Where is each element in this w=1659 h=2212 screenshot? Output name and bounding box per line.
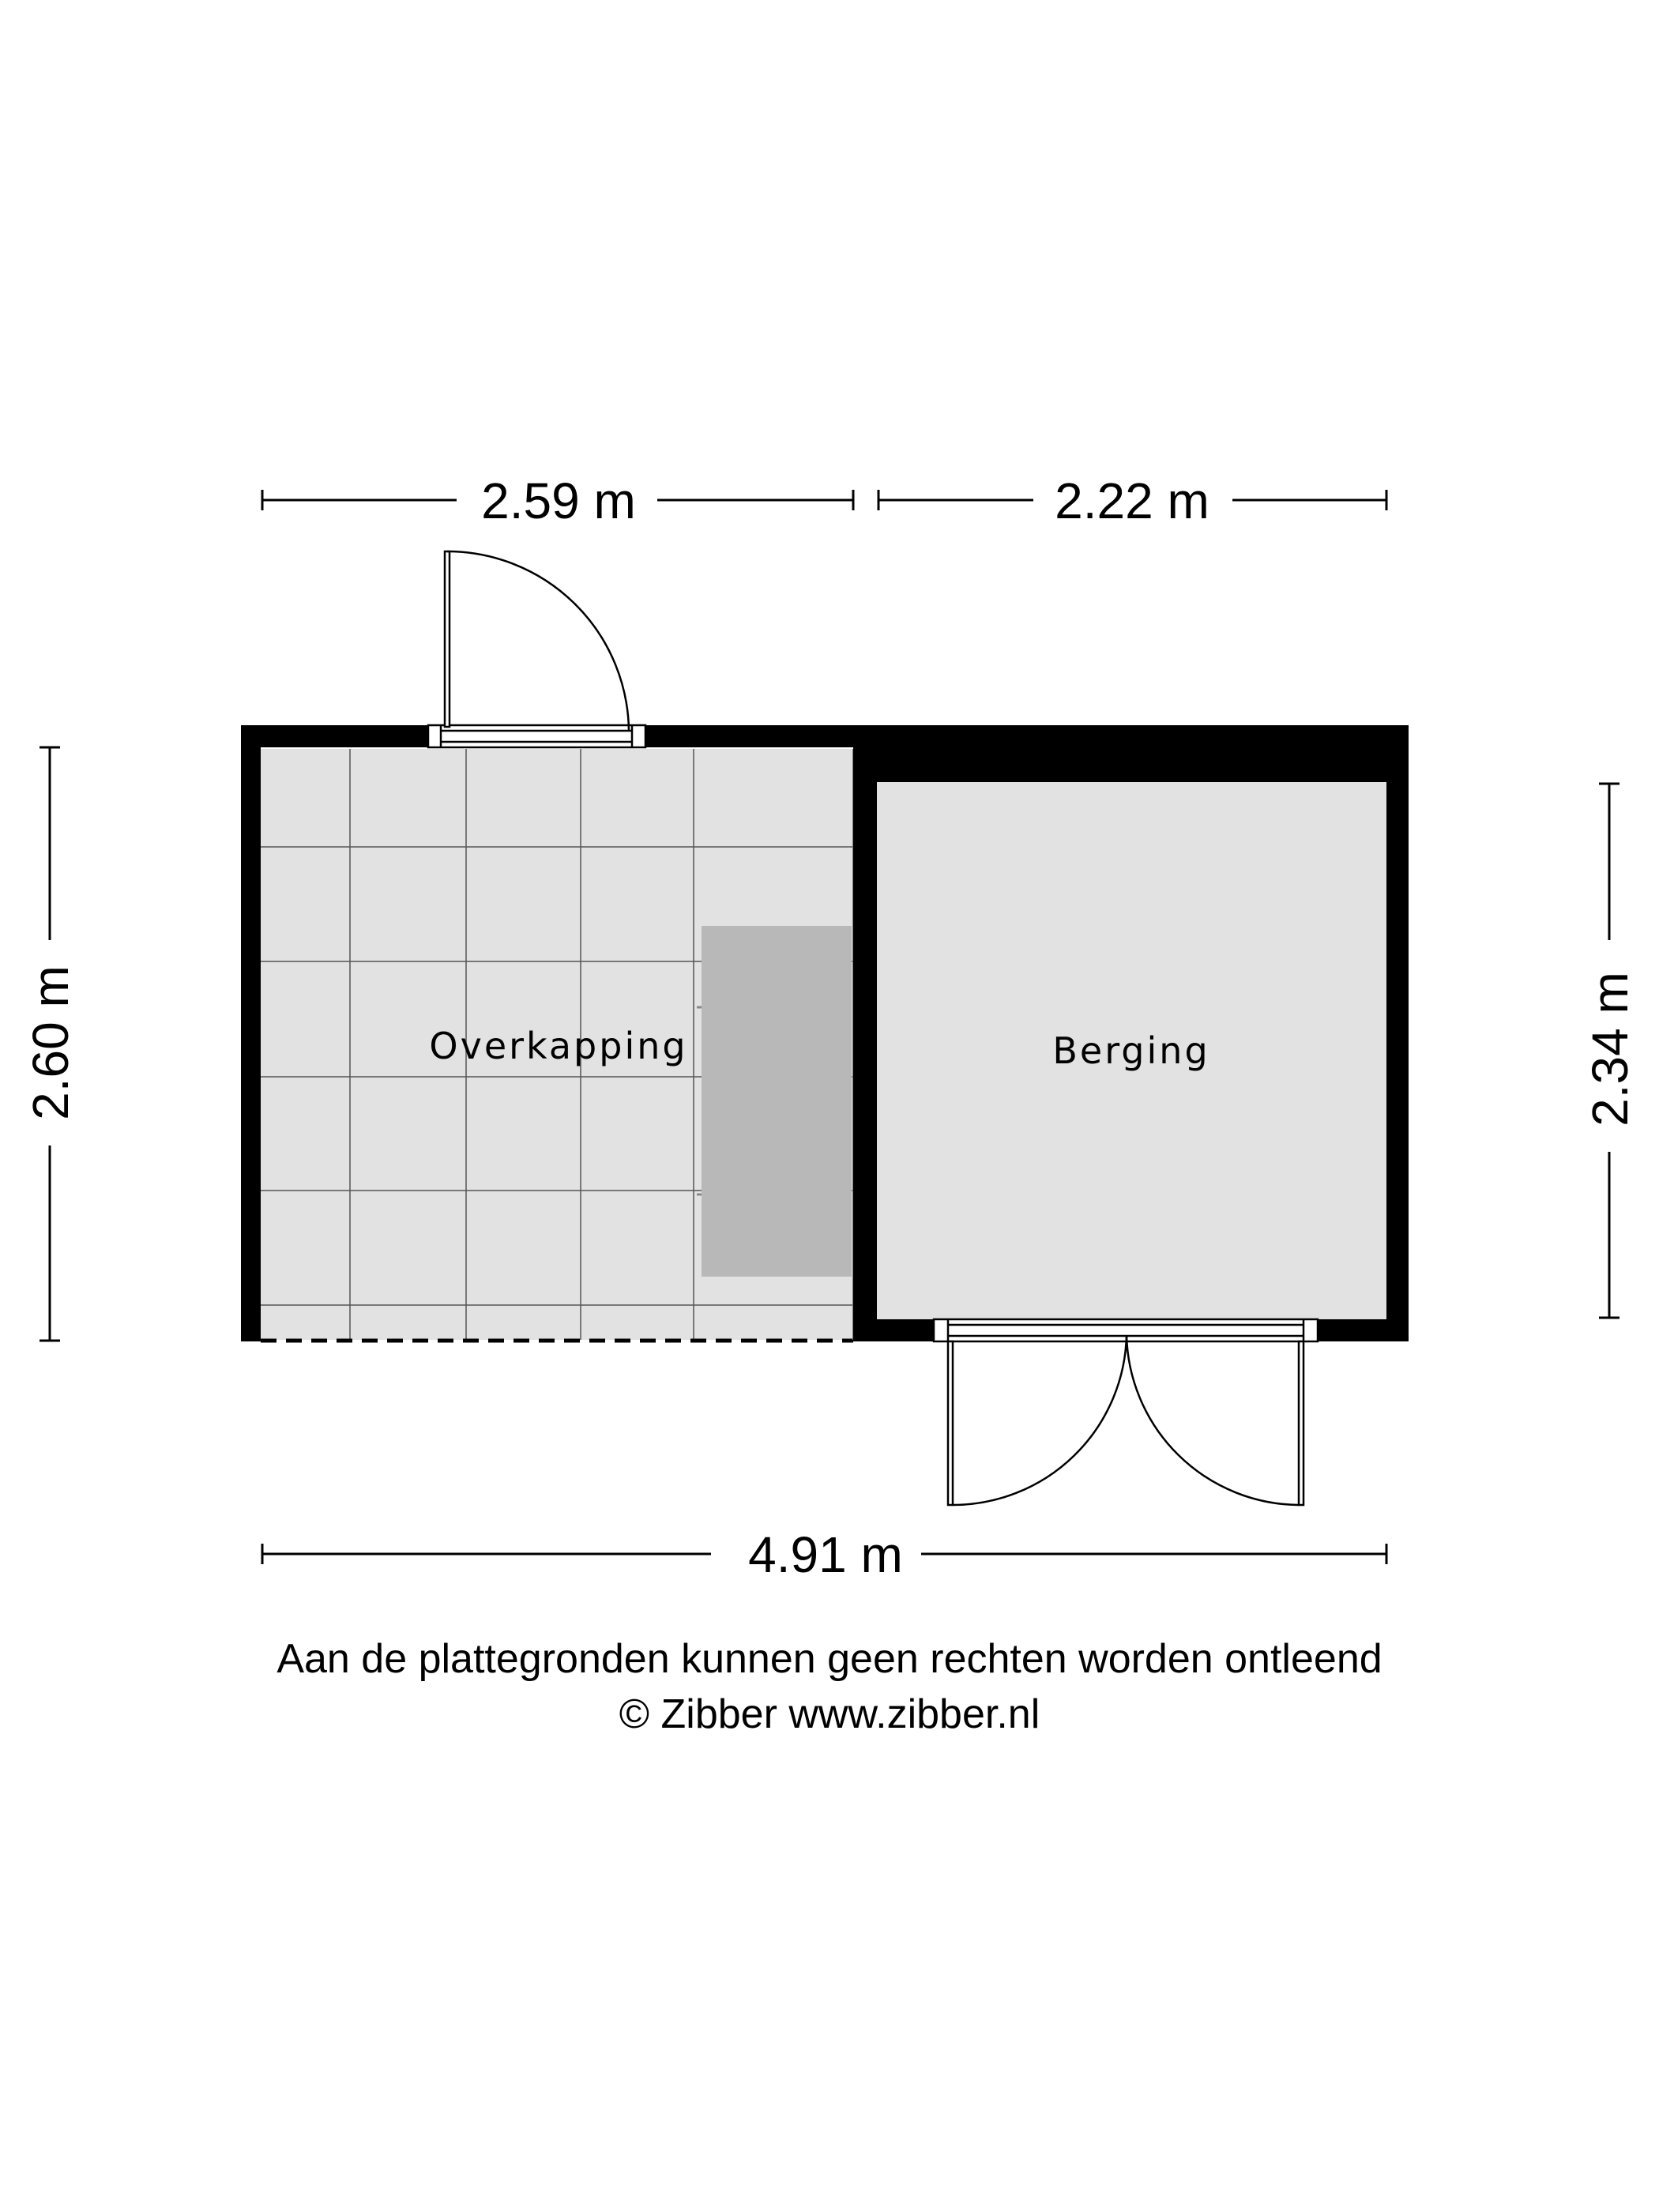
storage-cabinet: [702, 926, 852, 1277]
top-door-swing-arc: [447, 551, 629, 731]
top-door-leaf: [445, 551, 450, 727]
wall-berging-bottom-b: [1318, 1319, 1409, 1341]
bottom-door-arc-left: [953, 1335, 1127, 1505]
wall-berging-left: [853, 725, 877, 1341]
wall-berging-right: [1386, 725, 1409, 1341]
footer-copyright: © Zibber www.zibber.nl: [619, 1691, 1040, 1737]
bottom-door-leaf-right: [1299, 1341, 1304, 1505]
wall-berging-top: [853, 725, 1409, 782]
wall-left: [241, 725, 261, 1341]
dimension-top-left-label: 2.59 m: [481, 472, 636, 529]
room-label-berging: Berging: [1052, 1029, 1210, 1072]
wall-top-left-a: [241, 725, 428, 747]
dimension-top-right-label: 2.22 m: [1055, 472, 1209, 529]
bottom-double-door: [934, 1319, 1318, 1505]
room-label-overkapping: Overkapping: [429, 1025, 688, 1067]
top-door: [428, 551, 645, 747]
bottom-door-leaf-left: [948, 1341, 953, 1505]
dimension-left-label: 2.60 m: [22, 965, 79, 1120]
dimension-right-label: 2.34 m: [1582, 972, 1638, 1127]
footer-disclaimer: Aan de plattegronden kunnen geen rechten worden ontleend: [276, 1636, 1382, 1682]
dimension-bottom-label: 4.91 m: [748, 1526, 903, 1583]
wall-top-left-b: [645, 725, 877, 747]
wall-berging-bottom-a: [853, 1319, 934, 1341]
top-door-frame: [428, 725, 645, 747]
bottom-door-arc-right: [1127, 1335, 1299, 1505]
